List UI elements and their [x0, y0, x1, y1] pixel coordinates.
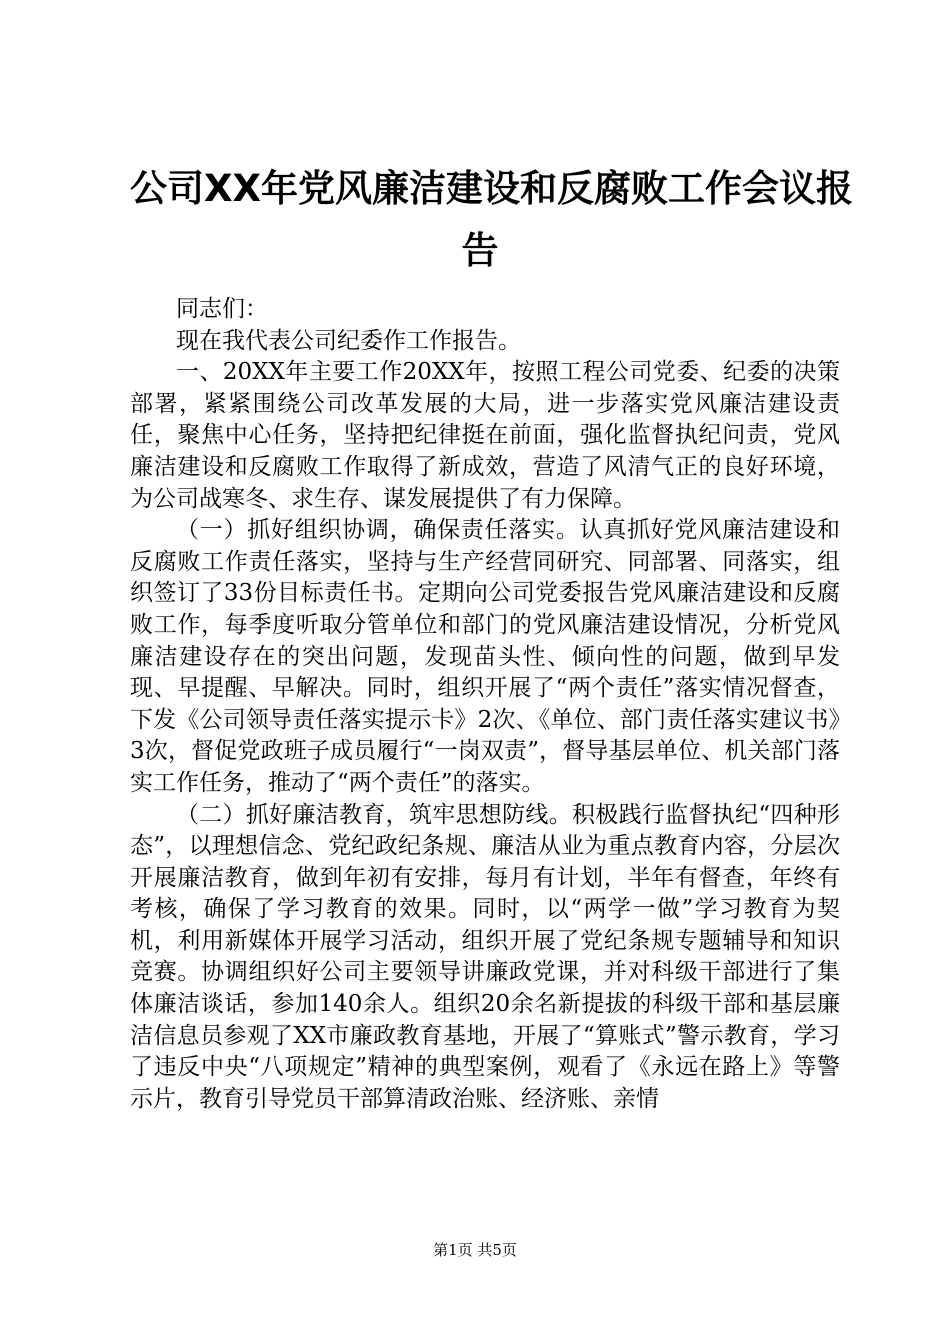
page-footer: 第1页 共5页 — [433, 1241, 517, 1259]
title-line-2: 告 — [461, 229, 499, 272]
intro-paragraph: 现在我代表公司纪委作工作报告。 — [176, 327, 521, 354]
subsection-one-paragraph: （一）抓好组织协调，确保责任落实。认真抓好党风廉洁建设和反腐败工作责任落实，坚持与生产经营同研究、同部署、同落实，组织签订了33份目标责任书。定期向公司党委报告党风廉洁建设和反腐败工作，每季度听取分管单位和部门的党风廉洁建设情况，分析党风廉洁建设存在的突出问题，发现苗头性、倾向性的问题，做到早发现、早提醒、早解决。同时，组织开展了“两个责任”落实情况督查，下发《公司领导责任落实提示卡》2次、《单位、部门责任落实建议书》3次，督促党政班子成员履行“一岗双责”，督导基层单位、机关部门落实工作任务，推动了“两个责任”的落实。 — [130, 517, 840, 796]
salutation-paragraph: 同志们： — [176, 296, 268, 322]
subsection-two-paragraph: （二）抓好廉洁教育，筑牢思想防线。积极践行监督执纪“四种形态”，以理想信念、党纪政纪条规、廉洁从业为重点教育内容，分层次开展廉洁教育，做到年初有安排，每月有计划，半年有督查，年终有考核，确保了学习教育的效果。同时，以“两学一做”学习教育为契机，利用新媒体开展学习活动，组织开展了党纪条规专题辅导和知识竞赛。协调组织好公司主要领导讲廉政党课，并对科级干部进行了集体廉洁谈话，参加140余人。组织20余名新提拔的科级干部和基层廉洁信息员参观了XX市廉政教育基地，开展了“算账式”警示教育，学习了违反中央“八项规定”精神的典型案例，观看了《永远在路上》等警示片，教育引导党员干部算清政治账、经济账、亲情 — [130, 801, 840, 1112]
document-body — [130, 294, 840, 1115]
section-one-paragraph: 一、20XX年主要工作20XX年，按照工程公司党委、纪委的决策部署，紧紧围绕公司改革发展的大局，进一步落实党风廉洁建设责任，聚焦中心任务，坚持把纪律挺在前面，强化监督执纪问责，党风廉洁建设和反腐败工作取得了新成效，营造了风清气正的良好环境，为公司战寒冬、求生存、谋发展提供了有力保障。 — [130, 359, 840, 512]
title-line-1: 公司XX年党风廉洁建设和反腐败工作会议报 — [130, 167, 854, 210]
document-title — [130, 158, 854, 282]
